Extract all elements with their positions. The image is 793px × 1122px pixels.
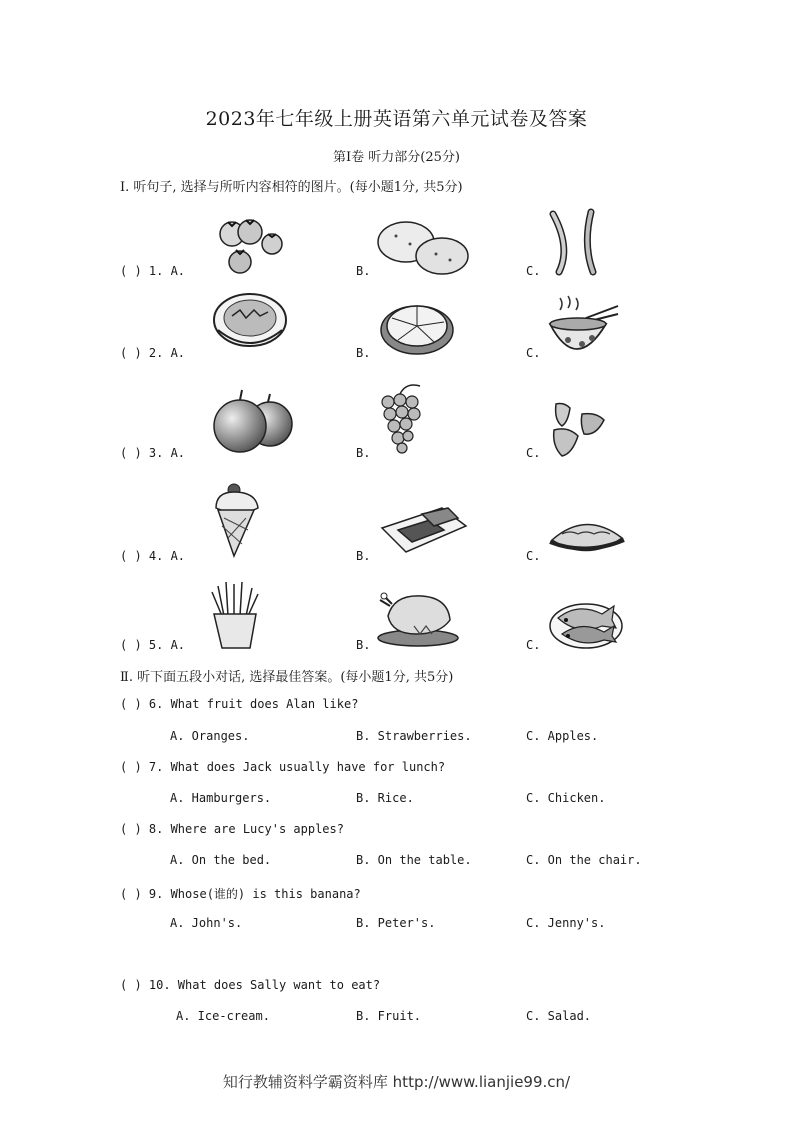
answer-option-b: B. On the table.: [356, 853, 472, 867]
answer-option-b: B. Fruit.: [356, 1009, 422, 1023]
roast-chicken-icon: [374, 586, 460, 648]
option-c-label: C.: [526, 446, 541, 460]
option-c-label: C.: [526, 264, 541, 278]
salad-bowl-icon: [210, 290, 290, 356]
footer-watermark-link[interactable]: 知行教辅资料学霸资料库 http://www.lianjie99.cn/: [222, 1073, 571, 1091]
option-c-label: C.: [526, 346, 541, 360]
answer-option-c: C. Salad.: [526, 1009, 592, 1023]
noodle-bowl-icon: [546, 294, 620, 364]
answer-option-c: C. Chicken.: [526, 791, 606, 805]
hot-dog-icon: [546, 516, 626, 556]
ice-cream-icon: [212, 482, 262, 558]
answer-option-a: A. John's.: [170, 916, 243, 930]
answer-option-a: A. Ice-cream.: [176, 1009, 270, 1023]
section-2-heading: Ⅱ. 听下面五段小对话, 选择最佳答案。(每小题1分, 共5分): [120, 670, 454, 685]
question-5-label: ( ) 5. A.: [120, 638, 186, 652]
question-2-label: ( ) 2. A.: [120, 346, 186, 360]
option-c-label: C.: [526, 638, 541, 652]
sandwich-tray-icon: [378, 502, 470, 558]
answer-option-a: A. Oranges.: [170, 729, 250, 743]
question-8-text: ( ) 8. Where are Lucy's apples?: [120, 822, 344, 836]
question-3-label: ( ) 3. A.: [120, 446, 186, 460]
answer-option-c: C. Jenny's.: [526, 916, 606, 930]
tomatoes-icon: [210, 210, 290, 278]
page-title: 2023年七年级上册英语第六单元试卷及答案: [205, 108, 588, 130]
grapes-icon: [376, 380, 426, 458]
question-4-label: ( ) 4. A.: [120, 549, 186, 563]
pie-icon: [378, 296, 456, 358]
question-7-text: ( ) 7. What does Jack usually have for lunch?: [120, 760, 446, 774]
answer-option-b: B. Rice.: [356, 791, 414, 805]
question-9-text: ( ) 9. Whose(谁的) is this banana?: [120, 887, 361, 901]
answer-option-a: A. On the bed.: [170, 853, 272, 867]
question-10-text: ( ) 10. What does Sally want to eat?: [120, 978, 381, 992]
apples-icon: [212, 388, 294, 454]
question-6-text: ( ) 6. What fruit does Alan like?: [120, 697, 359, 711]
option-b-label: B.: [356, 638, 371, 652]
potatoes-icon: [376, 214, 472, 278]
answer-option-c: C. On the chair.: [526, 853, 642, 867]
fish-icon: [546, 594, 624, 652]
answer-option-b: B. Strawberries.: [356, 729, 472, 743]
answer-option-c: C. Apples.: [526, 729, 599, 743]
green-beans-icon: [545, 206, 605, 278]
option-b-label: B.: [356, 446, 371, 460]
question-1-label: ( ) 1. A.: [120, 264, 186, 278]
option-b-label: B.: [356, 549, 371, 563]
option-c-label: C.: [526, 549, 541, 563]
french-fries-icon: [208, 580, 262, 650]
section-1-heading: Ⅰ. 听句子, 选择与所听内容相符的图片。(每小题1分, 共5分): [120, 180, 463, 195]
section-subtitle: 第Ⅰ卷 听力部分(25分): [333, 150, 460, 165]
option-b-label: B.: [356, 346, 371, 360]
option-b-label: B.: [356, 264, 371, 278]
answer-option-b: B. Peter's.: [356, 916, 436, 930]
strawberries-icon: [546, 400, 610, 460]
answer-option-a: A. Hamburgers.: [170, 791, 272, 805]
